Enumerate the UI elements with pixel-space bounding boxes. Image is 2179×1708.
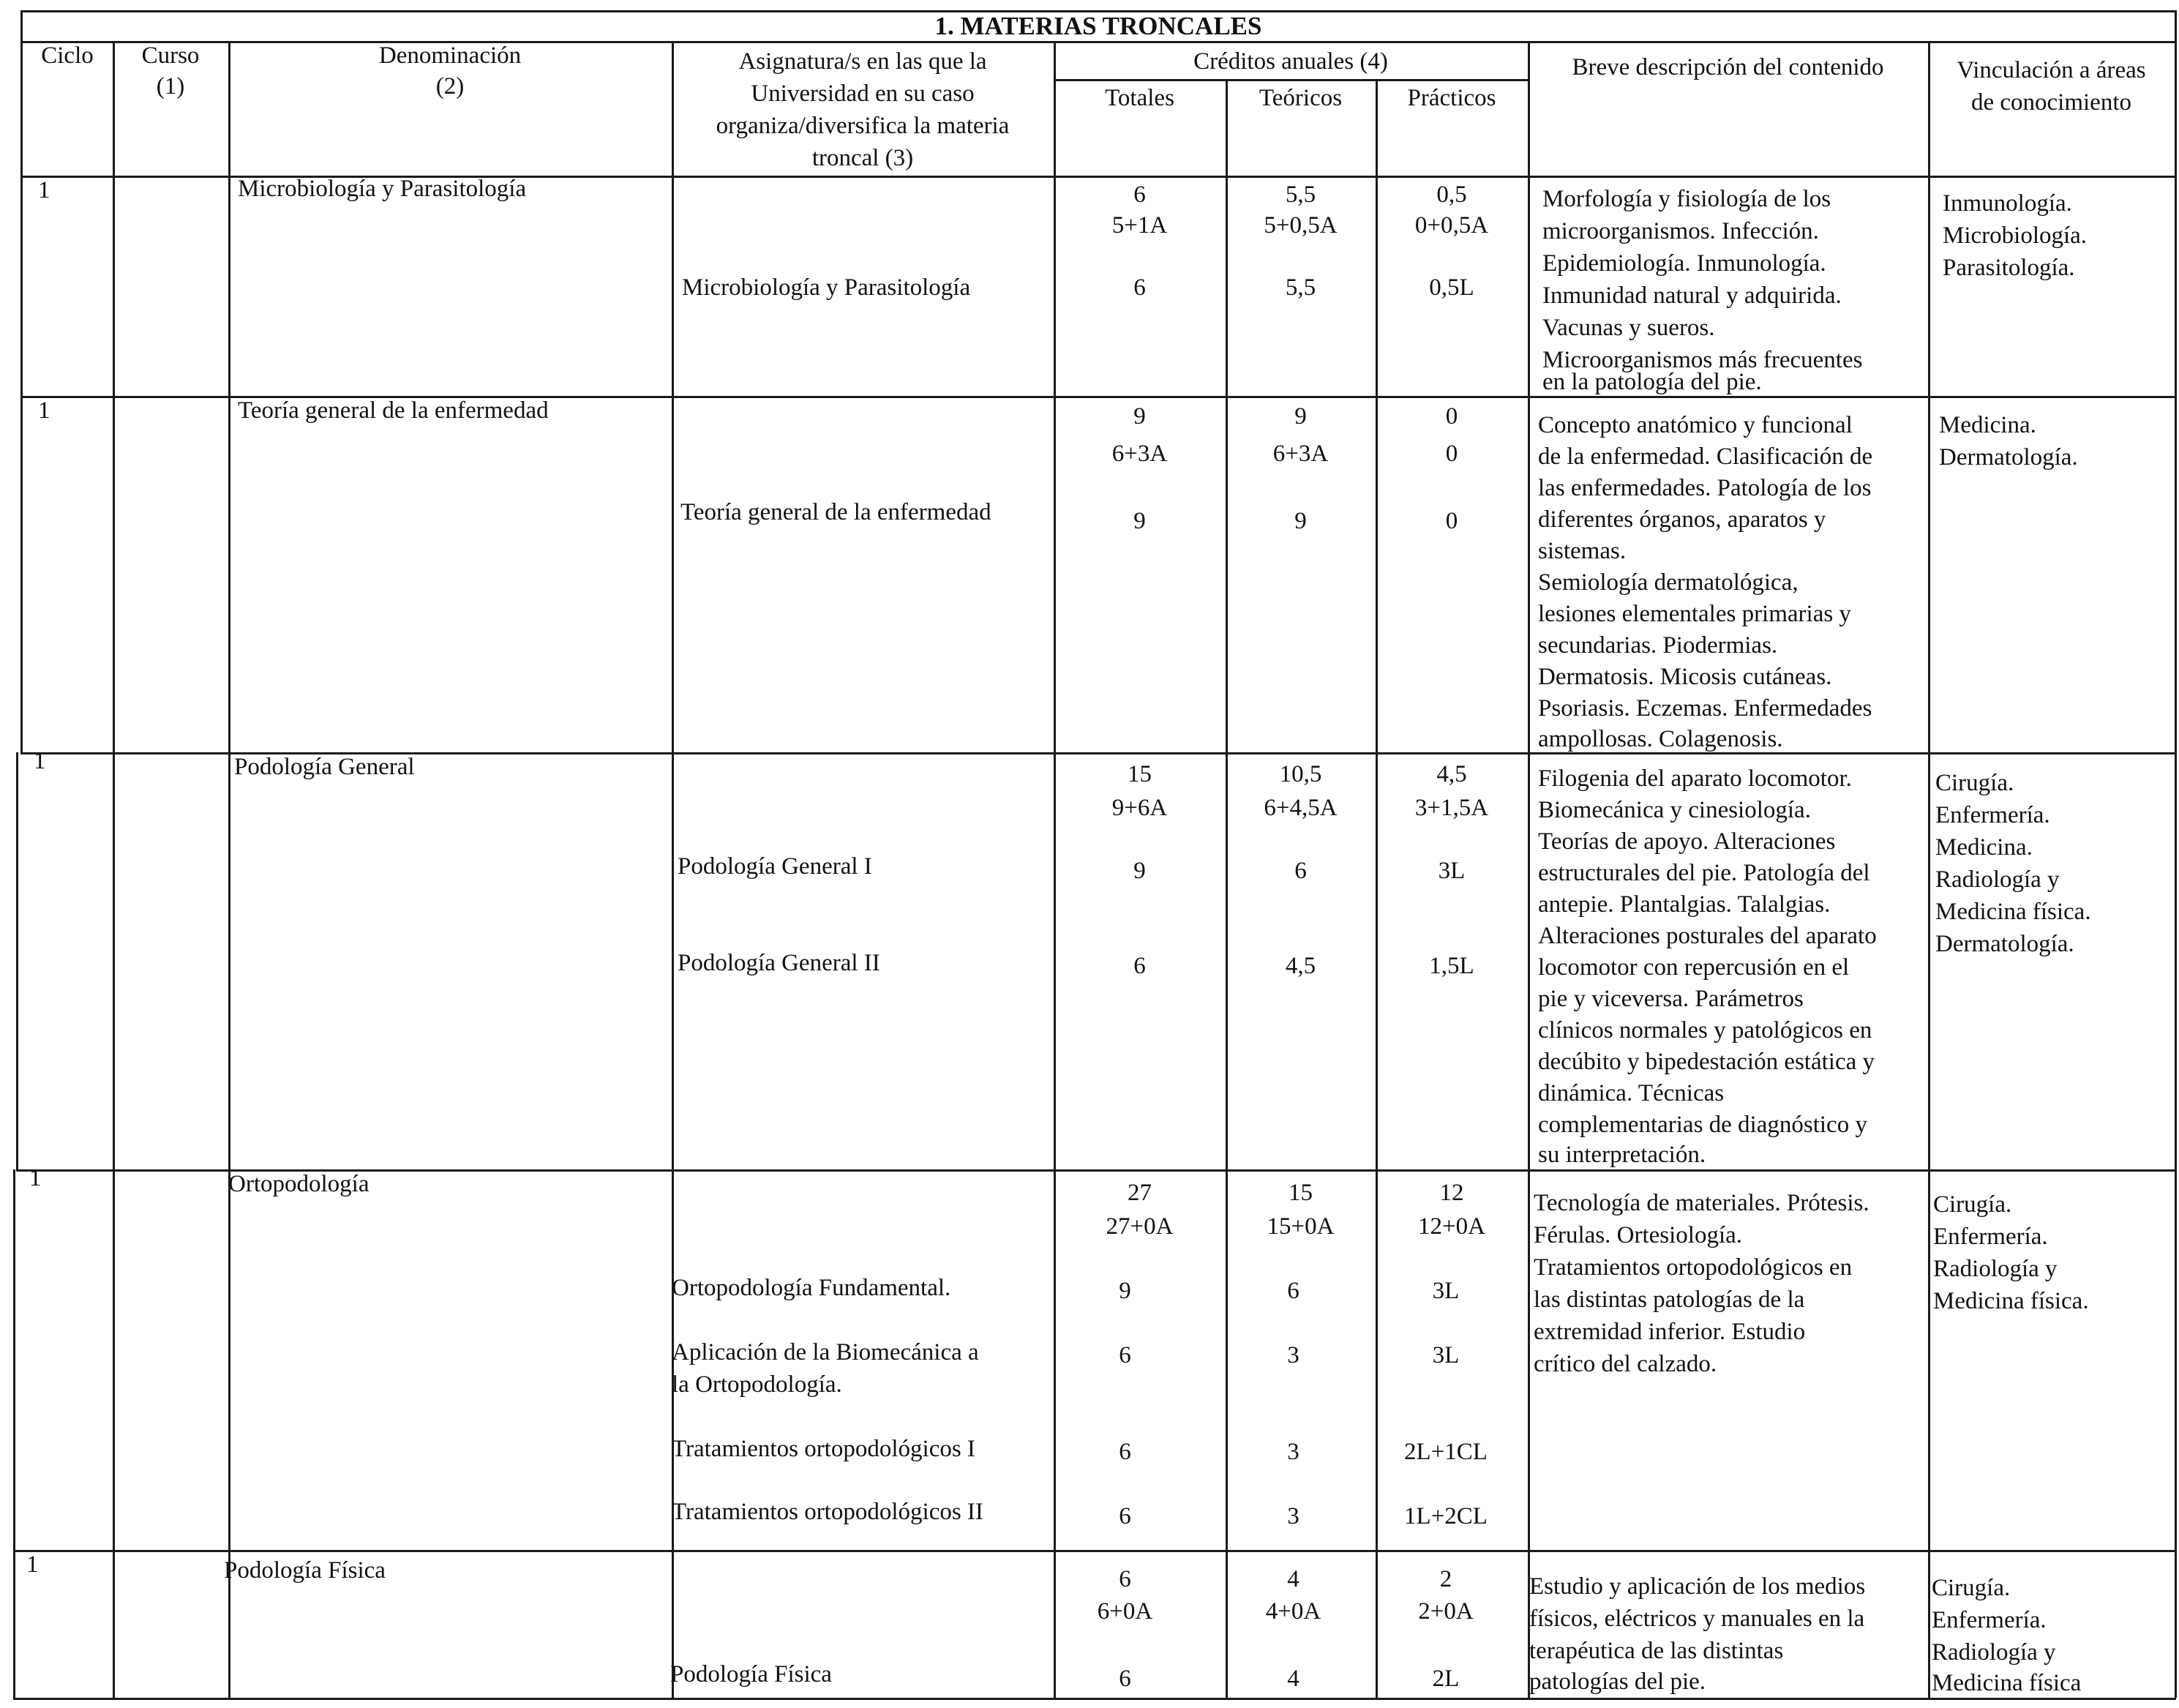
subject-theory: 6 [1287, 1278, 1299, 1304]
header-vinculacion: de conocimiento [1970, 89, 2131, 116]
description-line: patologías del pie. [1529, 1668, 1706, 1695]
subject-theory: 6 [1294, 858, 1307, 884]
header-curso: Curso [141, 42, 200, 69]
subject-theory: 3 [1287, 1439, 1299, 1465]
description-line: Filogenia del aparato locomotor. [1538, 765, 1852, 792]
practice-credits: 3+1,5A [1414, 795, 1489, 821]
subject-total: 6 [1119, 1439, 1131, 1465]
subject-total: 9 [1133, 858, 1146, 884]
description-line: pie y viceversa. Parámetros [1538, 986, 1804, 1012]
description-line: las enfermedades. Patología de los [1538, 475, 1872, 501]
description-line: Epidemiología. Inmunología. [1542, 250, 1826, 277]
description-line: antepie. Plantalgias. Talalgias. [1538, 891, 1831, 918]
description-line: Teorías de apoyo. Alteraciones [1538, 828, 1836, 855]
practice-credits: 0+0,5A [1414, 212, 1489, 239]
practice-credits: 2 [1439, 1566, 1452, 1592]
subject-practice: 3L [1438, 858, 1466, 884]
area-item: Cirugía. [1932, 1575, 2011, 1601]
description-line: Alteraciones posturales del aparato [1538, 923, 1877, 949]
practice-credits: 2+0A [1418, 1598, 1474, 1625]
description-line: Estudio y aplicación de los medios [1529, 1573, 1866, 1600]
theory-credits: 6+3A [1272, 441, 1329, 467]
description-line: Vacunas y sueros. [1542, 315, 1715, 341]
area-item: Radiología y [1935, 866, 2060, 893]
area-item: Dermatología. [1939, 444, 2078, 471]
subject-total: 6 [1119, 1342, 1131, 1368]
description-line: estructurales del pie. Patología del [1538, 860, 1870, 886]
subject-theory: 4 [1287, 1666, 1299, 1692]
header-asignatura: troncal (3) [811, 145, 914, 171]
header-curso-note: (1) [156, 73, 185, 100]
subject-name: Tratamientos ortopodológicos I [672, 1436, 975, 1462]
subject-name: Aplicación de la Biomecánica a [672, 1339, 979, 1366]
row-denominacion: Ortopodología [228, 1171, 370, 1197]
area-item: Enfermería. [1932, 1607, 2047, 1633]
total-credits: 6 [1119, 1566, 1131, 1592]
description-line: sistemas. [1538, 538, 1627, 564]
description-line: locomotor con repercusión en el [1538, 954, 1850, 981]
description-line: lesiones elementales primarias y [1538, 601, 1851, 627]
subject-name: Podología General II [678, 950, 880, 976]
total-credits: 27 [1128, 1180, 1152, 1206]
description-line: Semiología dermatológica, [1538, 569, 1799, 596]
header-denominacion-note: (2) [435, 73, 465, 100]
subject-total: 9 [1119, 1278, 1131, 1304]
practice-credits: 0 [1445, 403, 1458, 430]
row-ciclo: 1 [38, 397, 50, 424]
description-line: las distintas patologías de la [1534, 1286, 1805, 1313]
header-descripcion: Breve descripción del contenido [1572, 54, 1884, 80]
description-line: decúbito y bipedestación estática y [1538, 1049, 1875, 1075]
description-line: ampollosas. Colagenosis. [1538, 726, 1783, 752]
total-credits: 6+0A [1097, 1598, 1153, 1625]
row-ciclo: 1 [26, 1551, 39, 1578]
subject-practice: 2L+1CL [1404, 1439, 1488, 1465]
description-line: extremidad inferior. Estudio [1534, 1319, 1806, 1345]
description-line: Morfología y fisiología de los [1542, 186, 1831, 212]
subject-total: 6 [1119, 1666, 1131, 1692]
description-line: de la enfermedad. Clasificación de [1538, 443, 1873, 470]
header-ciclo: Ciclo [41, 42, 94, 69]
practice-credits: 12 [1439, 1180, 1464, 1206]
area-item: Enfermería. [1933, 1224, 2048, 1250]
header-asignatura: Asignatura/s en las que la [738, 48, 987, 75]
theory-credits: 15+0A [1267, 1213, 1335, 1240]
subject-name: Teoría general de la enfermedad [680, 499, 991, 525]
practice-credits: 0,5 [1436, 181, 1467, 208]
header-practicos: Prácticos [1407, 85, 1496, 111]
subject-theory: 3 [1287, 1342, 1299, 1368]
row-denominacion: Teoría general de la enfermedad [238, 397, 549, 424]
subject-total: 6 [1119, 1503, 1131, 1529]
area-item: Medicina física. [1935, 899, 2091, 925]
area-item: Medicina. [1935, 834, 2033, 861]
description-line: complementarias de diagnóstico y [1538, 1112, 1867, 1138]
header-denominacion: Denominación [378, 42, 522, 69]
theory-credits: 9 [1294, 403, 1307, 430]
area-item: Inmunología. [1943, 190, 2072, 217]
area-item: Microbiología. [1943, 222, 2088, 249]
subject-practice: 1L+2CL [1404, 1503, 1488, 1529]
subject-practice: 1,5L [1429, 953, 1474, 979]
subject-name: Microbiología y Parasitología [682, 274, 971, 301]
subject-practice: 3L [1432, 1278, 1460, 1304]
total-credits: 27+0A [1106, 1213, 1174, 1240]
description-line: Psoriasis. Eczemas. Enfermedades [1538, 695, 1872, 722]
subject-theory: 4,5 [1285, 953, 1316, 979]
description-line: Tratamientos ortopodológicos en [1534, 1254, 1853, 1281]
subject-theory: 3 [1287, 1503, 1299, 1529]
table-title: 1. MATERIAS TRONCALES [934, 12, 1262, 40]
subject-name: la Ortopodología. [672, 1371, 842, 1398]
area-item: Cirugía. [1935, 770, 2014, 796]
area-item: Medicina física. [1933, 1288, 2089, 1314]
subject-practice: 0 [1445, 508, 1458, 534]
theory-credits: 6+4,5A [1264, 795, 1338, 821]
header-totales: Totales [1105, 85, 1174, 111]
description-line: Inmunidad natural y adquirida. [1542, 282, 1842, 309]
description-line: en la patología del pie. [1542, 369, 1762, 395]
area-item: Radiología y [1932, 1639, 2056, 1666]
description-line: físicos, eléctricos y manuales en la [1529, 1606, 1865, 1632]
description-line: Férulas. Ortesiología. [1534, 1222, 1743, 1248]
theory-credits: 5+0,5A [1264, 212, 1338, 239]
description-line: crítico del calzado. [1534, 1351, 1717, 1377]
theory-credits: 15 [1289, 1180, 1313, 1206]
theory-credits: 4 [1287, 1566, 1299, 1592]
area-item: Cirugía. [1933, 1191, 2012, 1218]
description-line: diferentes órganos, aparatos y [1538, 506, 1826, 533]
area-item: Medicina física [1932, 1670, 2082, 1696]
practice-credits: 4,5 [1436, 761, 1467, 787]
row-denominacion: Microbiología y Parasitología [238, 176, 527, 202]
header-creditos: Créditos anuales (4) [1193, 48, 1388, 75]
row-ciclo: 1 [29, 1165, 42, 1191]
subject-name: Ortopodología Fundamental. [672, 1275, 951, 1301]
total-credits: 6 [1133, 181, 1146, 208]
theory-credits: 4+0A [1265, 1598, 1321, 1625]
row-denominacion: Podología Física [224, 1557, 386, 1584]
description-line: secundarias. Piodermias. [1538, 632, 1778, 659]
subject-practice: 2L [1432, 1666, 1460, 1692]
header-asignatura: Universidad en su caso [751, 80, 975, 107]
area-item: Enfermería. [1935, 802, 2050, 828]
row-ciclo: 1 [34, 748, 46, 774]
total-credits: 9 [1133, 403, 1146, 430]
total-credits: 5+1A [1111, 212, 1168, 239]
description-line: Biomecánica y cinesiología. [1538, 797, 1811, 823]
description-line: dinámica. Técnicas [1538, 1080, 1725, 1106]
header-vinculacion: Vinculación a áreas [1957, 57, 2146, 83]
description-line: microorganismos. Infección. [1542, 218, 1819, 244]
description-line: Tecnología de materiales. Prótesis. [1534, 1190, 1869, 1216]
area-item: Radiología y [1933, 1256, 2058, 1282]
subject-name: Tratamientos ortopodológicos II [672, 1499, 983, 1525]
description-line: clínicos normales y patológicos en [1538, 1017, 1872, 1044]
row-denominacion: Podología General [234, 754, 415, 780]
theory-credits: 10,5 [1279, 761, 1322, 787]
description-line: Dermatosis. Micosis cutáneas. [1538, 664, 1832, 690]
area-item: Dermatología. [1935, 931, 2074, 957]
subject-practice: 3L [1432, 1342, 1460, 1368]
header-asignatura: organiza/diversifica la materia [716, 113, 1010, 139]
area-item: Parasitología. [1943, 255, 2075, 281]
header-teoricos: Teóricos [1259, 85, 1343, 111]
description-line: Microorganismos más frecuentes [1542, 347, 1863, 373]
row-ciclo: 1 [38, 177, 50, 203]
description-line: su interpretación. [1538, 1142, 1706, 1168]
subject-total: 6 [1133, 953, 1146, 979]
description-line: terapéutica de las distintas [1529, 1638, 1784, 1664]
practice-credits: 0 [1445, 441, 1458, 467]
subject-practice: 0,5L [1429, 274, 1474, 301]
total-credits: 6+3A [1111, 441, 1168, 467]
subject-theory: 9 [1294, 508, 1307, 534]
description-line: Concepto anatómico y funcional [1538, 412, 1853, 438]
total-credits: 15 [1128, 761, 1152, 787]
area-item: Medicina. [1939, 412, 2036, 438]
subject-name: Podología General I [678, 853, 872, 880]
subject-total: 6 [1133, 274, 1146, 301]
subject-theory: 5,5 [1285, 274, 1316, 301]
subject-total: 9 [1133, 508, 1146, 534]
total-credits: 9+6A [1111, 795, 1168, 821]
theory-credits: 5,5 [1285, 181, 1316, 208]
subject-name: Podología Física [670, 1661, 832, 1688]
practice-credits: 12+0A [1418, 1213, 1485, 1240]
